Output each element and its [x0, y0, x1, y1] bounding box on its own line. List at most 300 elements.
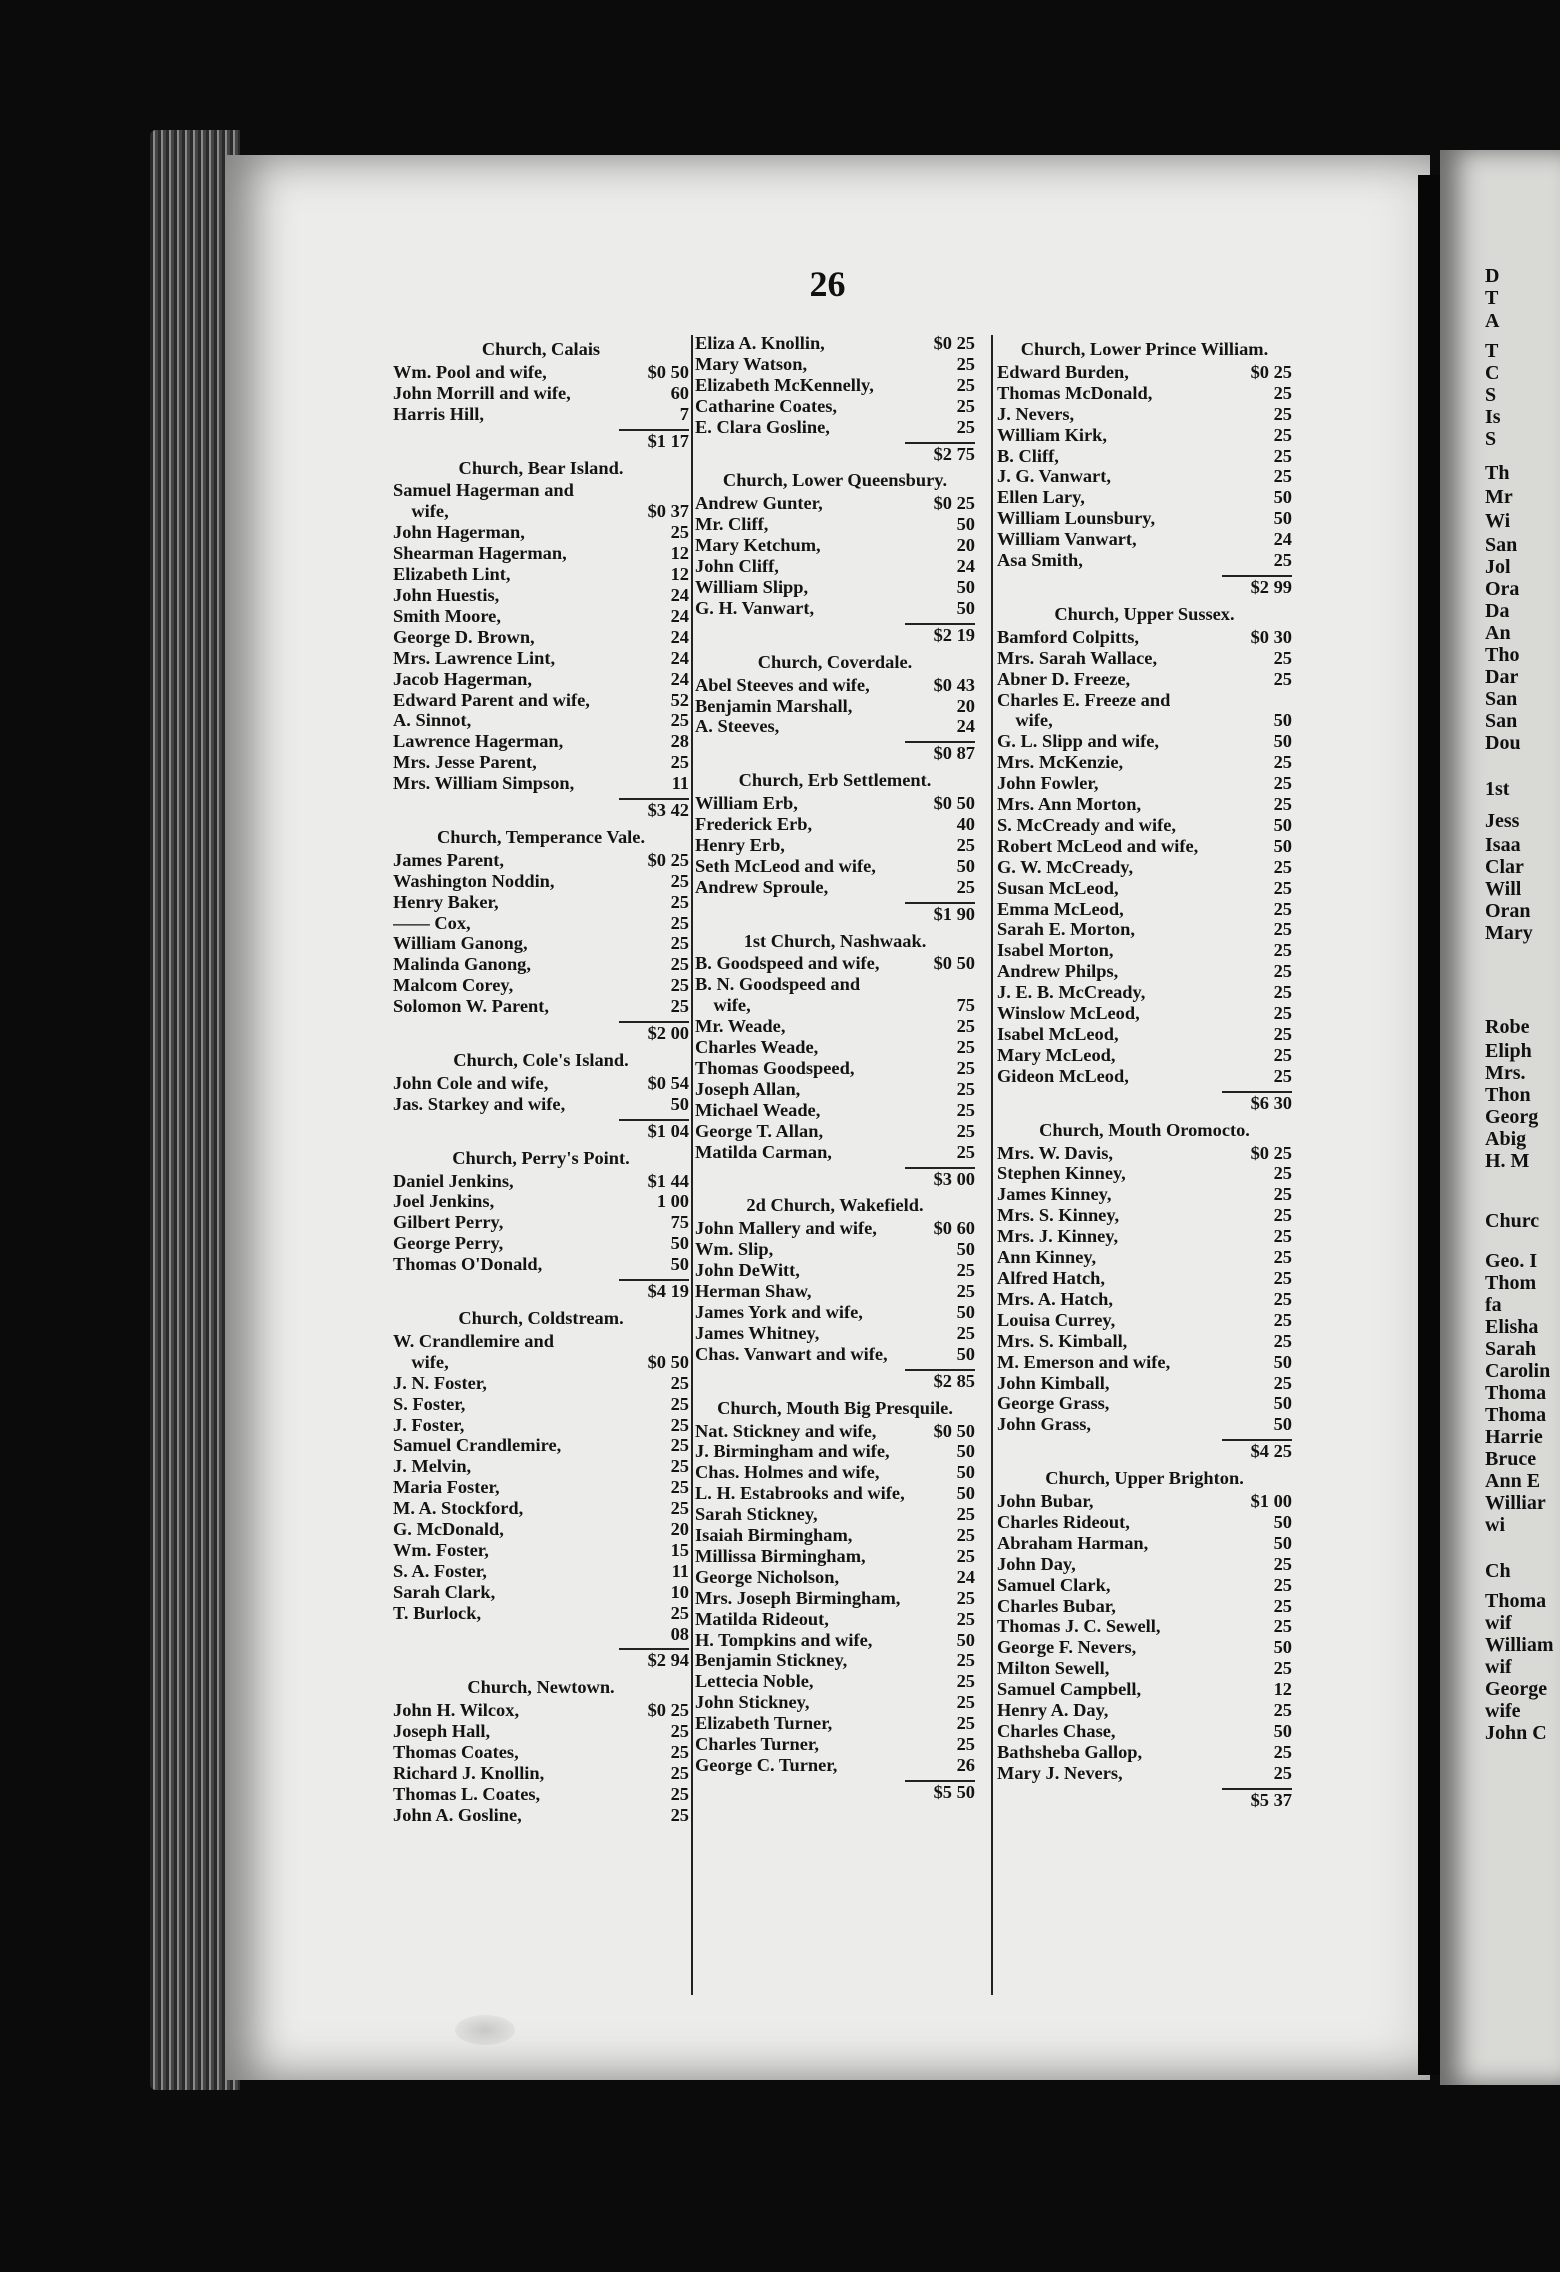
donor-name: Gilbert Perry, [393, 1212, 504, 1233]
facing-page-text: C [1485, 362, 1500, 384]
donation-amount: 25 [1273, 1044, 1292, 1065]
donor-name: Abner D. Freeze, [997, 668, 1131, 689]
donor-name: Sarah Stickney, [695, 1504, 818, 1525]
donation-amount: $0 25 [647, 849, 689, 870]
donor-name: Millissa Birmingham, [695, 1545, 866, 1566]
column-1 [393, 333, 689, 1826]
facing-page-text: wi [1485, 1514, 1505, 1536]
section-total: $2 00 [647, 1023, 689, 1044]
facing-page-text: T [1485, 340, 1499, 362]
donation-amount: 50 [1273, 1511, 1292, 1532]
donor-name: Isaiah Birmingham, [695, 1525, 853, 1546]
donation-amount: 50 [1273, 731, 1292, 752]
ledger-entry [997, 919, 1292, 940]
ledger-entry [695, 1121, 975, 1142]
donation-amount: 50 [1273, 487, 1292, 508]
facing-page-text: Mary [1485, 922, 1533, 944]
donor-name: Mr. Cliff, [695, 514, 769, 535]
donation-amount: 25 [956, 1141, 975, 1162]
donation-amount: 25 [670, 522, 689, 543]
section-total: $2 94 [647, 1650, 689, 1671]
facing-page-text: Carolin [1485, 1360, 1551, 1382]
donor-name: George Perry, [393, 1233, 504, 1254]
donation-amount [683, 480, 689, 501]
donor-name: James Whitney, [695, 1322, 820, 1343]
donor-name: G. McDonald, [393, 1519, 504, 1540]
ledger-entry [393, 480, 689, 501]
ledger-entry [997, 690, 1292, 711]
section-title: 2d Church, Wakefield. [746, 1195, 924, 1216]
donation-amount: 25 [670, 1414, 689, 1435]
donor-name: Mrs. Joseph Birmingham, [695, 1587, 901, 1608]
donor-name: Emma McLeod, [997, 898, 1124, 919]
section-total: $4 25 [1250, 1441, 1292, 1462]
donor-name: George Grass, [997, 1393, 1110, 1414]
donation-amount: 25 [670, 975, 689, 996]
facing-page-text: Thoma [1485, 1382, 1547, 1404]
ledger-entry [997, 1143, 1292, 1164]
donation-amount: 25 [1273, 466, 1292, 487]
donation-amount: 25 [670, 954, 689, 975]
donation-amount: 25 [956, 1734, 975, 1755]
donor-name: William Lounsbury, [997, 508, 1156, 529]
donation-amount: 25 [670, 1721, 689, 1742]
ledger-entry [393, 1394, 689, 1415]
ledger-entry [997, 1352, 1292, 1373]
ledger-entry [695, 1630, 975, 1651]
facing-page-text: A [1485, 310, 1500, 332]
donor-name: John Stickney, [695, 1692, 810, 1713]
facing-page-text: Mrs. [1485, 1062, 1526, 1084]
donor-name: S. McCready and wife, [997, 814, 1176, 835]
donor-name: Mr. Weade, [695, 1016, 786, 1037]
donation-amount: 25 [670, 891, 689, 912]
section-title: Church, Erb Settlement. [738, 770, 932, 791]
donor-name: Wm. Foster, [393, 1539, 489, 1560]
donor-name: Chas. Vanwart and wife, [695, 1343, 888, 1364]
donor-name: J. Birmingham and wife, [695, 1441, 890, 1462]
donor-name: Henry Baker, [393, 891, 499, 912]
donation-amount: 25 [670, 1393, 689, 1414]
donation-amount: $0 50 [647, 361, 689, 382]
ledger-entry [997, 446, 1292, 467]
ledger-entry [695, 1441, 975, 1462]
ledger-entry [695, 696, 975, 717]
donation-amount: 25 [1273, 1595, 1292, 1616]
donation-amount: 75 [956, 995, 975, 1016]
ledger-entry [695, 1302, 975, 1323]
donor-name: G. H. Vanwart, [695, 597, 815, 618]
ledger-entry [695, 995, 975, 1016]
facing-page-text: wif [1485, 1612, 1512, 1634]
ledger-entry [695, 1671, 975, 1692]
donor-name: Mrs. Lawrence Lint, [393, 647, 556, 668]
donation-amount: 25 [670, 912, 689, 933]
ledger-entry [997, 1331, 1292, 1352]
donation-amount: 25 [956, 1016, 975, 1037]
ledger-entry [997, 1658, 1292, 1679]
donor-name: Joseph Hall, [393, 1721, 491, 1742]
donor-name: William Kirk, [997, 424, 1108, 445]
donor-name: James Kinney, [997, 1184, 1112, 1205]
donor-name: John Kimball, [997, 1372, 1110, 1393]
donation-amount: 25 [1273, 1309, 1292, 1330]
donation-amount: 25 [956, 1260, 975, 1281]
ledger-entry [997, 1533, 1292, 1554]
donor-name: S. Foster, [393, 1393, 466, 1414]
ledger-entry [393, 1435, 689, 1456]
ledger-entry [997, 1721, 1292, 1742]
donation-amount [969, 974, 975, 995]
donor-name: Edward Burden, [997, 361, 1129, 382]
donor-name: Mrs. Sarah Wallace, [997, 647, 1158, 668]
ledger-entry [997, 1045, 1292, 1066]
donation-amount: 50 [1273, 710, 1292, 731]
donation-amount: 25 [1273, 1247, 1292, 1268]
section-title: 1st Church, Nashwaak. [743, 930, 927, 951]
donor-name: Mary McLeod, [997, 1044, 1116, 1065]
donation-amount: 25 [670, 710, 689, 731]
donor-name: Frederick Erb, [695, 814, 813, 835]
donor-name: Andrew Sproule, [695, 876, 829, 897]
donor-name: George T. Allan, [695, 1120, 824, 1141]
donation-amount: 25 [1273, 1288, 1292, 1309]
ledger-entry [393, 1073, 689, 1094]
donor-name: Elizabeth Lint, [393, 564, 511, 585]
section-title: Church, Perry's Point. [452, 1147, 630, 1168]
donation-amount: 12 [1273, 1679, 1292, 1700]
donation-amount: 50 [956, 1301, 975, 1322]
ledger-entry [393, 1233, 689, 1254]
donation-amount: 7 [679, 403, 689, 424]
donation-amount: 24 [1273, 529, 1292, 550]
donor-name: Samuel Campbell, [997, 1679, 1142, 1700]
ledger-entry [393, 1373, 689, 1394]
donation-amount: 25 [670, 1783, 689, 1804]
donation-amount: 20 [956, 695, 975, 716]
column-divider [991, 335, 993, 1995]
facing-page-text: fa [1485, 1294, 1502, 1316]
donation-amount: $0 25 [1250, 1142, 1292, 1163]
ledger-entry [393, 1603, 689, 1624]
donor-name: Thomas L. Coates, [393, 1783, 541, 1804]
donation-amount: 25 [956, 1099, 975, 1120]
ledger-entry [997, 710, 1292, 731]
ledger-entry [393, 1721, 689, 1742]
facing-page-text: Thoma [1485, 1404, 1547, 1426]
donor-name: Samuel Crandlemire, [393, 1435, 562, 1456]
donation-amount: 25 [1273, 898, 1292, 919]
donor-name: E. Clara Gosline, [695, 416, 830, 437]
donation-amount: 12 [670, 543, 689, 564]
donation-amount: 25 [670, 1435, 689, 1456]
section-title: Church, Coldstream. [458, 1307, 624, 1328]
donation-amount: 12 [670, 564, 689, 585]
donor-name: Solomon W. Parent, [393, 996, 550, 1017]
ledger-entry [997, 1512, 1292, 1533]
donation-amount: 25 [956, 1608, 975, 1629]
donor-name: Malinda Ganong, [393, 954, 531, 975]
ledger-entry [997, 815, 1292, 836]
donor-name: Jas. Starkey and wife, [393, 1093, 566, 1114]
donor-name: John H. Wilcox, [393, 1700, 520, 1721]
donor-name: Mrs. Ann Morton, [997, 794, 1142, 815]
ledger-page [225, 155, 1430, 2080]
ledger-entry [997, 1373, 1292, 1394]
donor-name: Herman Shaw, [695, 1281, 812, 1302]
donor-name: Sarah Clark, [393, 1581, 496, 1602]
donation-amount: 52 [670, 689, 689, 710]
facing-page-text: D [1485, 265, 1500, 287]
facing-page-text: T [1485, 287, 1499, 309]
ledger-entry [997, 1616, 1292, 1637]
section-title: Church, Temperance Vale. [436, 826, 646, 847]
donor-name: George C. Turner, [695, 1755, 838, 1775]
donor-name: John Hagerman, [393, 522, 525, 543]
donor-name: G. W. McCready, [997, 856, 1134, 877]
section-title: Church, Lower Queensbury. [722, 470, 948, 491]
column-3 [997, 333, 1292, 1811]
donor-name: Samuel Clark, [997, 1574, 1111, 1595]
ledger-entry [997, 1700, 1292, 1721]
donation-amount: 25 [1273, 1553, 1292, 1574]
donor-name: Isabel Morton, [997, 940, 1114, 961]
donation-amount: 25 [1273, 445, 1292, 466]
donation-amount: $0 43 [933, 674, 975, 695]
ledger-entry [393, 1171, 689, 1192]
donor-name: Mrs. Jesse Parent, [393, 752, 537, 773]
ledger-entry [997, 982, 1292, 1003]
ledger-entry [997, 752, 1292, 773]
donation-amount: 25 [1273, 1024, 1292, 1044]
ledger-entry [393, 1582, 689, 1603]
page-number: 26 [809, 264, 846, 304]
ledger-entry [393, 522, 689, 543]
donor-name: W. Crandlemire and [393, 1330, 554, 1351]
ledger-entry [997, 362, 1292, 383]
ledger-entry [997, 1066, 1292, 1087]
donation-amount: 20 [670, 1519, 689, 1540]
ledger-entry [393, 543, 689, 564]
ledger-entry [393, 1498, 689, 1519]
ledger-entry [695, 1650, 975, 1671]
donation-amount: 25 [1273, 550, 1292, 571]
donor-name: Wm. Slip, [695, 1239, 774, 1260]
donation-amount: 24 [670, 647, 689, 668]
donation-amount: 25 [1273, 1184, 1292, 1205]
donation-amount: 50 [1273, 835, 1292, 856]
section-total: $5 37 [1250, 1789, 1292, 1810]
facing-page-text: wife [1485, 1700, 1521, 1722]
facing-page-text: Elisha [1485, 1316, 1539, 1338]
ledger-entry [393, 773, 689, 794]
ink-smudge [455, 2015, 515, 2045]
donor-name: Charles Weade, [695, 1037, 819, 1058]
donor-name: Catharine Coates, [695, 395, 837, 416]
donor-name: Joseph Allan, [695, 1078, 801, 1099]
donation-amount: $0 50 [933, 1420, 975, 1441]
ledger-entry [695, 1504, 975, 1525]
facing-page-text: Georg [1485, 1106, 1539, 1128]
facing-page-text: wif [1485, 1656, 1512, 1678]
ledger-entry [695, 1100, 975, 1121]
donation-amount: 50 [670, 1254, 689, 1275]
facing-page-fragment [1440, 150, 1560, 2085]
donation-amount: 75 [670, 1212, 689, 1233]
ledger-entry [997, 1268, 1292, 1289]
donor-name: James Parent, [393, 849, 504, 870]
column-2 [695, 333, 975, 1803]
donation-amount: 25 [956, 1322, 975, 1343]
facing-page-text: San [1485, 710, 1518, 732]
donation-amount: 15 [670, 1539, 689, 1560]
facing-page-text: Sarah [1485, 1338, 1537, 1360]
ledger-entry [997, 1184, 1292, 1205]
donation-amount: 50 [1273, 814, 1292, 835]
ledger-entry [393, 404, 689, 425]
donor-name: George F. Nevers, [997, 1637, 1137, 1658]
donor-name: Sarah E. Morton, [997, 919, 1135, 940]
ledger-entry [695, 1713, 975, 1734]
donor-name: Joel Jenkins, [393, 1191, 495, 1212]
donor-name: Wm. Pool and wife, [393, 361, 547, 382]
section-total: $2 75 [933, 443, 975, 464]
donor-name: John A. Gosline, [393, 1804, 522, 1825]
donation-amount: 50 [956, 1343, 975, 1364]
donor-name: A. Steeves, [695, 716, 780, 737]
donation-amount: 50 [1273, 508, 1292, 529]
donation-amount: $0 54 [647, 1072, 689, 1093]
donor-name: Louisa Currey, [997, 1309, 1116, 1330]
ledger-entry [997, 529, 1292, 550]
donation-amount: 25 [1273, 1163, 1292, 1184]
ledger-entry [997, 1596, 1292, 1617]
donor-name: wife, [393, 1351, 449, 1372]
donor-name: Mrs. W. Davis, [997, 1142, 1113, 1163]
ledger-entry [695, 1344, 975, 1365]
donation-amount: $0 50 [933, 793, 975, 814]
donation-amount: 28 [670, 731, 689, 752]
section-total: $5 50 [933, 1781, 975, 1802]
section-title: Church, Mouth Big Presquile. [717, 1397, 953, 1418]
ledger-entry [997, 1679, 1292, 1700]
section-title: Church, Lower Prince William. [1020, 339, 1269, 359]
donor-name: George Nicholson, [695, 1566, 840, 1587]
donation-amount: 25 [670, 1763, 689, 1783]
section-total: $1 17 [647, 430, 689, 451]
donation-amount: 50 [956, 1462, 975, 1483]
donor-name: Thomas J. C. Sewell, [997, 1616, 1161, 1637]
donor-name: Edward Parent and wife, [393, 689, 590, 710]
donation-amount: $0 25 [933, 493, 975, 514]
section-total: $4 19 [647, 1281, 689, 1302]
donor-name: William Vanwart, [997, 529, 1137, 550]
ledger-entry [393, 975, 689, 996]
donation-amount: 50 [1273, 1721, 1292, 1741]
donor-name: Mrs. S. Kimball, [997, 1330, 1128, 1351]
donation-amount: 25 [670, 996, 689, 1017]
ledger-entry [393, 1519, 689, 1540]
ledger-entry [695, 716, 975, 737]
donor-name: Charles Chase, [997, 1721, 1116, 1741]
donation-amount: 11 [671, 1560, 689, 1581]
ledger-entry [393, 627, 689, 648]
donation-amount: 24 [956, 1566, 975, 1587]
ledger-entry [695, 793, 975, 814]
donor-name: Charles Rideout, [997, 1511, 1130, 1532]
ledger-entry [695, 1239, 975, 1260]
facing-page-text: Harrie [1485, 1426, 1543, 1448]
facing-page-text: H. M [1485, 1150, 1530, 1172]
donation-amount: 25 [1273, 1003, 1292, 1024]
donor-name: Elizabeth McKennelly, [695, 374, 874, 395]
ledger-entry [695, 675, 975, 696]
donation-amount: 25 [1273, 1700, 1292, 1721]
ledger-entry [393, 383, 689, 404]
donation-amount: $0 50 [933, 953, 975, 974]
donation-amount: 25 [956, 1587, 975, 1608]
donor-name: H. Tompkins and wife, [695, 1629, 873, 1650]
facing-page-text: Oran [1485, 900, 1531, 922]
facing-page-text: Churc [1485, 1210, 1540, 1232]
donor-name: J. Nevers, [997, 403, 1075, 424]
ledger-entry [695, 354, 975, 375]
ledger-entry [997, 1554, 1292, 1575]
ledger-entry [393, 669, 689, 690]
donor-name: Gideon McLeod, [997, 1065, 1129, 1086]
donation-amount: 25 [1273, 403, 1292, 424]
donation-amount: 25 [956, 416, 975, 437]
donor-name: John Day, [997, 1553, 1076, 1574]
ledger-entry [997, 773, 1292, 794]
section-total: $2 99 [1250, 576, 1292, 597]
donation-amount: 25 [1273, 877, 1292, 898]
ledger-entry [997, 550, 1292, 571]
ledger-entry [393, 585, 689, 606]
donor-name: Benjamin Stickney, [695, 1650, 848, 1671]
donor-name: Daniel Jenkins, [393, 1170, 514, 1191]
donation-amount: 25 [956, 1525, 975, 1546]
donor-name: Bathsheba Gallop, [997, 1741, 1143, 1762]
section-title: Church, Newtown. [467, 1677, 615, 1698]
donor-name: Isabel McLeod, [997, 1024, 1119, 1044]
ledger-entry [997, 404, 1292, 425]
donor-name: James York and wife, [695, 1301, 863, 1322]
donor-name: G. L. Slipp and wife, [997, 731, 1159, 752]
donor-name: J. N. Foster, [393, 1372, 487, 1393]
facing-page-text: Clar [1485, 856, 1524, 878]
donation-amount: 25 [956, 1078, 975, 1099]
facing-page-text: S [1485, 428, 1497, 450]
donation-amount: 50 [956, 576, 975, 597]
ledger-entry [393, 1191, 689, 1212]
facing-page-text: Th [1485, 462, 1510, 484]
donor-name: Matilda Rideout, [695, 1608, 829, 1629]
donor-name: Mrs. S. Kinney, [997, 1205, 1120, 1226]
facing-page-text: Abig [1485, 1128, 1527, 1150]
donor-name: M. Emerson and wife, [997, 1351, 1171, 1372]
donor-name: wife, [393, 501, 449, 522]
section-total: $3 00 [933, 1168, 975, 1189]
donation-amount: 1 00 [656, 1191, 689, 1212]
section-total: $3 42 [647, 800, 689, 821]
ledger-entry [695, 1421, 975, 1442]
ledger-entry [695, 556, 975, 577]
donation-amount: 25 [1273, 1741, 1292, 1762]
donation-amount: 24 [670, 668, 689, 689]
donor-name: Benjamin Marshall, [695, 695, 853, 716]
ledger-entry [997, 1247, 1292, 1268]
